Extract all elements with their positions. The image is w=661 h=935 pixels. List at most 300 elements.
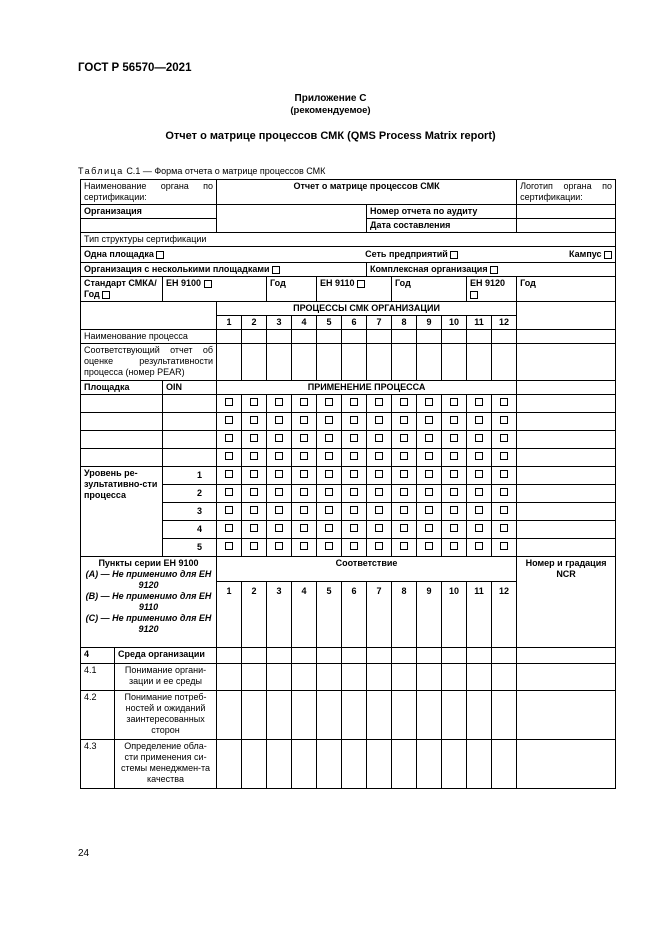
- clause-conformity-cell[interactable]: [467, 648, 492, 664]
- checkbox-icon[interactable]: [300, 452, 308, 460]
- checkbox-icon[interactable]: [325, 542, 333, 550]
- application-cell[interactable]: [342, 485, 367, 503]
- application-cell[interactable]: [292, 503, 317, 521]
- application-cell[interactable]: [217, 449, 242, 467]
- checkbox-icon[interactable]: [225, 452, 233, 460]
- checkbox-icon[interactable]: [204, 280, 212, 288]
- clause-conformity-cell[interactable]: [467, 664, 492, 691]
- checkbox-icon[interactable]: [475, 416, 483, 424]
- application-cell[interactable]: [417, 485, 442, 503]
- checkbox-icon[interactable]: [350, 506, 358, 514]
- pear-number-cell[interactable]: [292, 344, 317, 381]
- application-cell[interactable]: [367, 485, 392, 503]
- checkbox-icon[interactable]: [425, 452, 433, 460]
- process-name-cell[interactable]: [292, 330, 317, 344]
- application-cell[interactable]: [217, 485, 242, 503]
- application-cell[interactable]: [317, 431, 342, 449]
- clause-conformity-cell[interactable]: [417, 664, 442, 691]
- clause-conformity-cell[interactable]: [292, 740, 317, 789]
- process-name-cell[interactable]: [242, 330, 267, 344]
- checkbox-icon[interactable]: [425, 542, 433, 550]
- checkbox-icon[interactable]: [350, 470, 358, 478]
- checkbox-icon[interactable]: [300, 524, 308, 532]
- process-name-cell[interactable]: [267, 330, 292, 344]
- application-cell[interactable]: [267, 413, 292, 431]
- checkbox-icon[interactable]: [400, 416, 408, 424]
- process-name-cell[interactable]: [492, 330, 517, 344]
- clause-conformity-cell[interactable]: [342, 740, 367, 789]
- clause-ncr-cell[interactable]: [517, 664, 616, 691]
- application-cell[interactable]: [417, 413, 442, 431]
- application-cell[interactable]: [292, 485, 317, 503]
- clause-conformity-cell[interactable]: [317, 740, 342, 789]
- clause-conformity-cell[interactable]: [442, 664, 467, 691]
- checkbox-icon[interactable]: [475, 524, 483, 532]
- checkbox-icon[interactable]: [225, 416, 233, 424]
- checkbox-icon[interactable]: [225, 398, 233, 406]
- campus-option[interactable]: [569, 249, 612, 260]
- checkbox-icon[interactable]: [400, 488, 408, 496]
- checkbox-icon[interactable]: [350, 416, 358, 424]
- application-cell[interactable]: [392, 539, 417, 557]
- checkbox-icon[interactable]: [225, 542, 233, 550]
- pear-number-cell[interactable]: [492, 344, 517, 381]
- checkbox-icon[interactable]: [275, 488, 283, 496]
- clause-conformity-cell[interactable]: [292, 648, 317, 664]
- application-cell[interactable]: [442, 431, 467, 449]
- checkbox-icon[interactable]: [225, 488, 233, 496]
- application-cell[interactable]: [492, 413, 517, 431]
- checkbox-icon[interactable]: [450, 434, 458, 442]
- en9110-option[interactable]: [317, 277, 392, 302]
- organization-value[interactable]: [217, 205, 367, 233]
- application-cell[interactable]: [392, 485, 417, 503]
- application-cell[interactable]: [392, 521, 417, 539]
- clause-conformity-cell[interactable]: [442, 740, 467, 789]
- application-cell[interactable]: [267, 539, 292, 557]
- application-cell[interactable]: [417, 521, 442, 539]
- checkbox-icon[interactable]: [400, 434, 408, 442]
- application-cell[interactable]: [367, 467, 392, 485]
- application-cell[interactable]: [367, 521, 392, 539]
- checkbox-icon[interactable]: [275, 506, 283, 514]
- application-cell[interactable]: [492, 485, 517, 503]
- pear-number-cell[interactable]: [342, 344, 367, 381]
- checkbox-icon[interactable]: [400, 398, 408, 406]
- checkbox-icon[interactable]: [400, 452, 408, 460]
- application-cell[interactable]: [292, 431, 317, 449]
- checkbox-icon[interactable]: [375, 416, 383, 424]
- checkbox-icon[interactable]: [475, 506, 483, 514]
- checkbox-icon[interactable]: [225, 524, 233, 532]
- checkbox-icon[interactable]: [475, 434, 483, 442]
- application-cell[interactable]: [367, 539, 392, 557]
- checkbox-icon[interactable]: [275, 398, 283, 406]
- clause-conformity-cell[interactable]: [367, 648, 392, 664]
- checkbox-icon[interactable]: [500, 398, 508, 406]
- application-cell[interactable]: [217, 395, 242, 413]
- application-cell[interactable]: [292, 521, 317, 539]
- application-cell[interactable]: [292, 467, 317, 485]
- clause-conformity-cell[interactable]: [317, 648, 342, 664]
- application-cell[interactable]: [342, 521, 367, 539]
- clause-conformity-cell[interactable]: [367, 664, 392, 691]
- checkbox-icon[interactable]: [350, 488, 358, 496]
- clause-ncr-cell[interactable]: [517, 648, 616, 664]
- process-name-cell[interactable]: [417, 330, 442, 344]
- checkbox-icon[interactable]: [275, 434, 283, 442]
- pear-number-cell[interactable]: [417, 344, 442, 381]
- clause-conformity-cell[interactable]: [442, 648, 467, 664]
- application-cell[interactable]: [492, 521, 517, 539]
- clause-conformity-cell[interactable]: [492, 740, 517, 789]
- application-cell[interactable]: [392, 503, 417, 521]
- process-name-cell[interactable]: [442, 330, 467, 344]
- application-cell[interactable]: [467, 413, 492, 431]
- clause-conformity-cell[interactable]: [267, 740, 292, 789]
- checkbox-icon[interactable]: [375, 542, 383, 550]
- clause-conformity-cell[interactable]: [392, 740, 417, 789]
- application-cell[interactable]: [217, 467, 242, 485]
- clause-conformity-cell[interactable]: [242, 648, 267, 664]
- checkbox-icon[interactable]: [450, 452, 458, 460]
- application-cell[interactable]: [292, 449, 317, 467]
- checkbox-icon[interactable]: [300, 470, 308, 478]
- application-cell[interactable]: [467, 395, 492, 413]
- clause-conformity-cell[interactable]: [492, 691, 517, 740]
- checkbox-icon[interactable]: [350, 452, 358, 460]
- checkbox-icon[interactable]: [500, 524, 508, 532]
- clause-conformity-cell[interactable]: [217, 691, 242, 740]
- clause-conformity-cell[interactable]: [392, 648, 417, 664]
- application-cell[interactable]: [467, 521, 492, 539]
- application-cell[interactable]: [392, 395, 417, 413]
- application-cell[interactable]: [392, 467, 417, 485]
- application-cell[interactable]: [442, 413, 467, 431]
- application-cell[interactable]: [467, 431, 492, 449]
- site-name-cell[interactable]: [81, 431, 163, 449]
- application-cell[interactable]: [267, 449, 292, 467]
- checkbox-icon[interactable]: [300, 542, 308, 550]
- application-cell[interactable]: [367, 503, 392, 521]
- application-cell[interactable]: [217, 521, 242, 539]
- checkbox-icon[interactable]: [225, 506, 233, 514]
- checkbox-icon[interactable]: [300, 416, 308, 424]
- application-cell[interactable]: [267, 485, 292, 503]
- application-cell[interactable]: [417, 467, 442, 485]
- checkbox-icon[interactable]: [275, 542, 283, 550]
- clause-conformity-cell[interactable]: [367, 691, 392, 740]
- clause-conformity-cell[interactable]: [442, 691, 467, 740]
- clause-conformity-cell[interactable]: [267, 648, 292, 664]
- checkbox-icon[interactable]: [500, 470, 508, 478]
- clause-conformity-cell[interactable]: [317, 691, 342, 740]
- application-cell[interactable]: [492, 449, 517, 467]
- checkbox-icon[interactable]: [425, 434, 433, 442]
- checkbox-icon[interactable]: [470, 291, 478, 299]
- clause-conformity-cell[interactable]: [292, 691, 317, 740]
- checkbox-icon[interactable]: [350, 524, 358, 532]
- application-cell[interactable]: [242, 485, 267, 503]
- clause-ncr-cell[interactable]: [517, 691, 616, 740]
- process-name-cell[interactable]: [317, 330, 342, 344]
- checkbox-icon[interactable]: [300, 506, 308, 514]
- application-cell[interactable]: [492, 395, 517, 413]
- application-cell[interactable]: [492, 431, 517, 449]
- pear-number-cell[interactable]: [442, 344, 467, 381]
- checkbox-icon[interactable]: [225, 470, 233, 478]
- checkbox-icon[interactable]: [250, 488, 258, 496]
- compile-date-value[interactable]: [517, 219, 616, 233]
- checkbox-icon[interactable]: [375, 506, 383, 514]
- clause-ncr-cell[interactable]: [517, 740, 616, 789]
- application-cell[interactable]: [367, 413, 392, 431]
- application-cell[interactable]: [492, 503, 517, 521]
- application-cell[interactable]: [292, 539, 317, 557]
- checkbox-icon[interactable]: [400, 506, 408, 514]
- application-cell[interactable]: [442, 485, 467, 503]
- clause-conformity-cell[interactable]: [467, 740, 492, 789]
- application-cell[interactable]: [242, 539, 267, 557]
- process-name-cell[interactable]: [467, 330, 492, 344]
- checkbox-icon[interactable]: [250, 434, 258, 442]
- application-cell[interactable]: [217, 413, 242, 431]
- application-cell[interactable]: [467, 449, 492, 467]
- checkbox-icon[interactable]: [325, 506, 333, 514]
- clause-conformity-cell[interactable]: [342, 648, 367, 664]
- checkbox-icon[interactable]: [325, 470, 333, 478]
- clause-conformity-cell[interactable]: [242, 664, 267, 691]
- application-cell[interactable]: [242, 449, 267, 467]
- clause-conformity-cell[interactable]: [242, 740, 267, 789]
- checkbox-icon[interactable]: [450, 251, 458, 259]
- process-name-cell[interactable]: [342, 330, 367, 344]
- checkbox-icon[interactable]: [350, 398, 358, 406]
- checkbox-icon[interactable]: [500, 452, 508, 460]
- checkbox-icon[interactable]: [325, 488, 333, 496]
- pear-number-cell[interactable]: [467, 344, 492, 381]
- checkbox-icon[interactable]: [300, 488, 308, 496]
- application-cell[interactable]: [342, 431, 367, 449]
- pear-number-cell[interactable]: [367, 344, 392, 381]
- application-cell[interactable]: [267, 431, 292, 449]
- checkbox-icon[interactable]: [604, 251, 612, 259]
- application-cell[interactable]: [267, 395, 292, 413]
- clause-conformity-cell[interactable]: [492, 664, 517, 691]
- application-cell[interactable]: [342, 539, 367, 557]
- checkbox-icon[interactable]: [400, 524, 408, 532]
- application-cell[interactable]: [467, 539, 492, 557]
- application-cell[interactable]: [467, 503, 492, 521]
- application-cell[interactable]: [417, 503, 442, 521]
- oin-cell[interactable]: [163, 449, 217, 467]
- clause-conformity-cell[interactable]: [492, 648, 517, 664]
- checkbox-icon[interactable]: [475, 488, 483, 496]
- application-cell[interactable]: [342, 413, 367, 431]
- checkbox-icon[interactable]: [450, 398, 458, 406]
- checkbox-icon[interactable]: [225, 434, 233, 442]
- application-cell[interactable]: [342, 503, 367, 521]
- checkbox-icon[interactable]: [250, 452, 258, 460]
- checkbox-icon[interactable]: [275, 452, 283, 460]
- checkbox-icon[interactable]: [250, 416, 258, 424]
- checkbox-icon[interactable]: [375, 470, 383, 478]
- application-cell[interactable]: [267, 503, 292, 521]
- application-cell[interactable]: [317, 485, 342, 503]
- checkbox-icon[interactable]: [375, 434, 383, 442]
- application-cell[interactable]: [392, 449, 417, 467]
- clause-conformity-cell[interactable]: [342, 664, 367, 691]
- application-cell[interactable]: [392, 413, 417, 431]
- application-cell[interactable]: [442, 521, 467, 539]
- site-name-cell[interactable]: [81, 449, 163, 467]
- application-cell[interactable]: [217, 503, 242, 521]
- application-cell[interactable]: [442, 503, 467, 521]
- application-cell[interactable]: [242, 467, 267, 485]
- application-cell[interactable]: [367, 449, 392, 467]
- checkbox-icon[interactable]: [425, 398, 433, 406]
- checkbox-icon[interactable]: [425, 488, 433, 496]
- clause-conformity-cell[interactable]: [292, 664, 317, 691]
- oin-cell[interactable]: [163, 395, 217, 413]
- application-cell[interactable]: [292, 395, 317, 413]
- pear-number-cell[interactable]: [267, 344, 292, 381]
- pear-number-cell[interactable]: [317, 344, 342, 381]
- application-cell[interactable]: [267, 467, 292, 485]
- application-cell[interactable]: [317, 395, 342, 413]
- application-cell[interactable]: [417, 431, 442, 449]
- checkbox-icon[interactable]: [400, 470, 408, 478]
- checkbox-icon[interactable]: [400, 542, 408, 550]
- checkbox-icon[interactable]: [475, 542, 483, 550]
- checkbox-icon[interactable]: [250, 506, 258, 514]
- application-cell[interactable]: [242, 413, 267, 431]
- application-cell[interactable]: [317, 413, 342, 431]
- checkbox-icon[interactable]: [450, 506, 458, 514]
- application-cell[interactable]: [442, 539, 467, 557]
- checkbox-icon[interactable]: [475, 398, 483, 406]
- clause-conformity-cell[interactable]: [217, 648, 242, 664]
- application-cell[interactable]: [317, 503, 342, 521]
- application-cell[interactable]: [242, 395, 267, 413]
- clause-conformity-cell[interactable]: [417, 740, 442, 789]
- clause-conformity-cell[interactable]: [217, 664, 242, 691]
- application-cell[interactable]: [317, 449, 342, 467]
- checkbox-icon[interactable]: [475, 452, 483, 460]
- application-cell[interactable]: [492, 467, 517, 485]
- checkbox-icon[interactable]: [102, 291, 110, 299]
- oin-cell[interactable]: [163, 431, 217, 449]
- checkbox-icon[interactable]: [450, 416, 458, 424]
- checkbox-icon[interactable]: [300, 398, 308, 406]
- clause-conformity-cell[interactable]: [392, 691, 417, 740]
- application-cell[interactable]: [217, 431, 242, 449]
- application-cell[interactable]: [417, 395, 442, 413]
- en9120-option[interactable]: [467, 277, 517, 302]
- en9100-option[interactable]: [163, 277, 267, 302]
- single-site-option[interactable]: [84, 249, 164, 260]
- clause-conformity-cell[interactable]: [417, 691, 442, 740]
- application-cell[interactable]: [242, 431, 267, 449]
- checkbox-icon[interactable]: [325, 398, 333, 406]
- application-cell[interactable]: [467, 467, 492, 485]
- complex-org-option[interactable]: [367, 263, 616, 277]
- checkbox-icon[interactable]: [450, 488, 458, 496]
- application-cell[interactable]: [317, 467, 342, 485]
- checkbox-icon[interactable]: [490, 266, 498, 274]
- application-cell[interactable]: [317, 521, 342, 539]
- pear-number-cell[interactable]: [217, 344, 242, 381]
- clause-conformity-cell[interactable]: [267, 691, 292, 740]
- oin-cell[interactable]: [163, 413, 217, 431]
- application-cell[interactable]: [217, 539, 242, 557]
- clause-conformity-cell[interactable]: [417, 648, 442, 664]
- checkbox-icon[interactable]: [272, 266, 280, 274]
- application-cell[interactable]: [367, 395, 392, 413]
- clause-conformity-cell[interactable]: [317, 664, 342, 691]
- checkbox-icon[interactable]: [500, 488, 508, 496]
- process-name-cell[interactable]: [217, 330, 242, 344]
- application-cell[interactable]: [342, 449, 367, 467]
- audit-report-number-value[interactable]: [517, 205, 616, 219]
- checkbox-icon[interactable]: [375, 398, 383, 406]
- clause-conformity-cell[interactable]: [342, 691, 367, 740]
- checkbox-icon[interactable]: [425, 470, 433, 478]
- clause-conformity-cell[interactable]: [467, 691, 492, 740]
- checkbox-icon[interactable]: [500, 542, 508, 550]
- multi-site-option[interactable]: [81, 263, 367, 277]
- enterprise-network-option[interactable]: [365, 249, 458, 260]
- checkbox-icon[interactable]: [250, 542, 258, 550]
- application-cell[interactable]: [317, 539, 342, 557]
- site-name-cell[interactable]: [81, 413, 163, 431]
- application-cell[interactable]: [467, 485, 492, 503]
- checkbox-icon[interactable]: [375, 488, 383, 496]
- application-cell[interactable]: [342, 467, 367, 485]
- checkbox-icon[interactable]: [250, 398, 258, 406]
- clause-conformity-cell[interactable]: [217, 740, 242, 789]
- checkbox-icon[interactable]: [375, 452, 383, 460]
- application-cell[interactable]: [392, 431, 417, 449]
- checkbox-icon[interactable]: [350, 542, 358, 550]
- application-cell[interactable]: [342, 395, 367, 413]
- checkbox-icon[interactable]: [475, 470, 483, 478]
- checkbox-icon[interactable]: [357, 280, 365, 288]
- clause-conformity-cell[interactable]: [392, 664, 417, 691]
- application-cell[interactable]: [442, 467, 467, 485]
- checkbox-icon[interactable]: [450, 542, 458, 550]
- clause-conformity-cell[interactable]: [267, 664, 292, 691]
- checkbox-icon[interactable]: [425, 524, 433, 532]
- checkbox-icon[interactable]: [156, 251, 164, 259]
- process-name-cell[interactable]: [367, 330, 392, 344]
- checkbox-icon[interactable]: [275, 416, 283, 424]
- application-cell[interactable]: [417, 449, 442, 467]
- application-cell[interactable]: [292, 413, 317, 431]
- checkbox-icon[interactable]: [375, 524, 383, 532]
- checkbox-icon[interactable]: [450, 470, 458, 478]
- checkbox-icon[interactable]: [275, 470, 283, 478]
- application-cell[interactable]: [267, 521, 292, 539]
- checkbox-icon[interactable]: [325, 524, 333, 532]
- checkbox-icon[interactable]: [350, 434, 358, 442]
- checkbox-icon[interactable]: [325, 416, 333, 424]
- application-cell[interactable]: [492, 539, 517, 557]
- application-cell[interactable]: [367, 431, 392, 449]
- clause-conformity-cell[interactable]: [367, 740, 392, 789]
- checkbox-icon[interactable]: [500, 434, 508, 442]
- checkbox-icon[interactable]: [325, 434, 333, 442]
